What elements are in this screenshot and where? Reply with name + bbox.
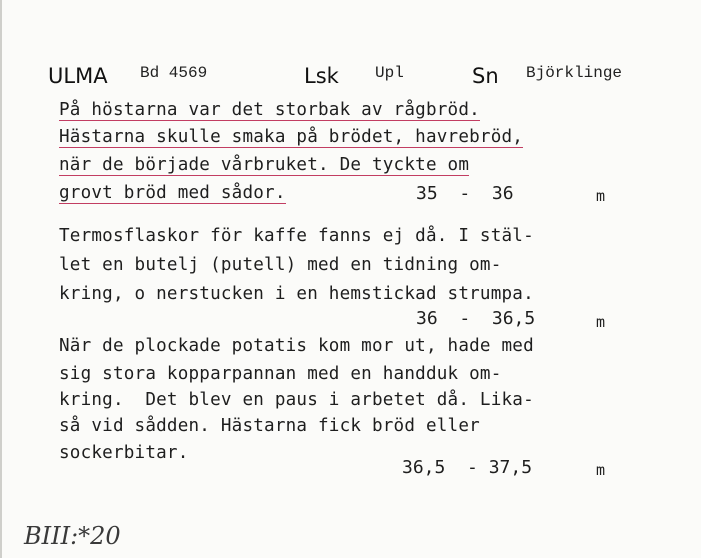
sn-value: Björklinge [526, 64, 623, 82]
section-1-range: 35 - 36 [416, 183, 514, 204]
section-3-range: 36,5 - 37,5 [402, 457, 533, 478]
lsk-value: Upl [375, 64, 404, 82]
section-1-line: grovt bröd med sådor. [59, 183, 286, 203]
section-2-line: let en butelj (putell) med en tidning om- [59, 255, 502, 275]
section-3-line: När de plockade potatis kom mor ut, hade med [59, 336, 534, 356]
section-3-line: kring. Det blev en paus i arbetet då. Lika- [59, 390, 534, 410]
section-3-line: sockerbitar. [59, 443, 189, 463]
section-2-line: kring, o nerstucken i en hemstickad strumpa. [59, 284, 534, 304]
archive-number: Bd 4569 [140, 64, 208, 82]
section-1-line: På höstarna var det storbak av rågbröd. [59, 100, 480, 120]
archive-name: ULMA [48, 64, 108, 88]
section-1-line: Hästarna skulle smaka på brödet, havrebröd, [59, 127, 524, 147]
section-1-unit: m [596, 187, 606, 205]
section-3-unit: m [596, 461, 606, 479]
section-3-line: så vid sådden. Hästarna fick bröd eller [59, 416, 480, 436]
sn-label: Sn [472, 64, 499, 88]
handwritten-signature: BIII:*20 [24, 522, 121, 550]
section-2-unit: m [596, 313, 606, 331]
card-header [2, 62, 701, 92]
section-2-range: 36 - 36,5 [416, 308, 536, 329]
lsk-label: Lsk [304, 64, 339, 88]
section-2-line: Termosflaskor för kaffe fanns ej då. I stäl- [59, 226, 534, 246]
section-3-line: sig stora kopparpannan med en handduk om- [59, 364, 502, 384]
section-1-line: när de började vårbruket. De tyckte om [59, 155, 470, 175]
